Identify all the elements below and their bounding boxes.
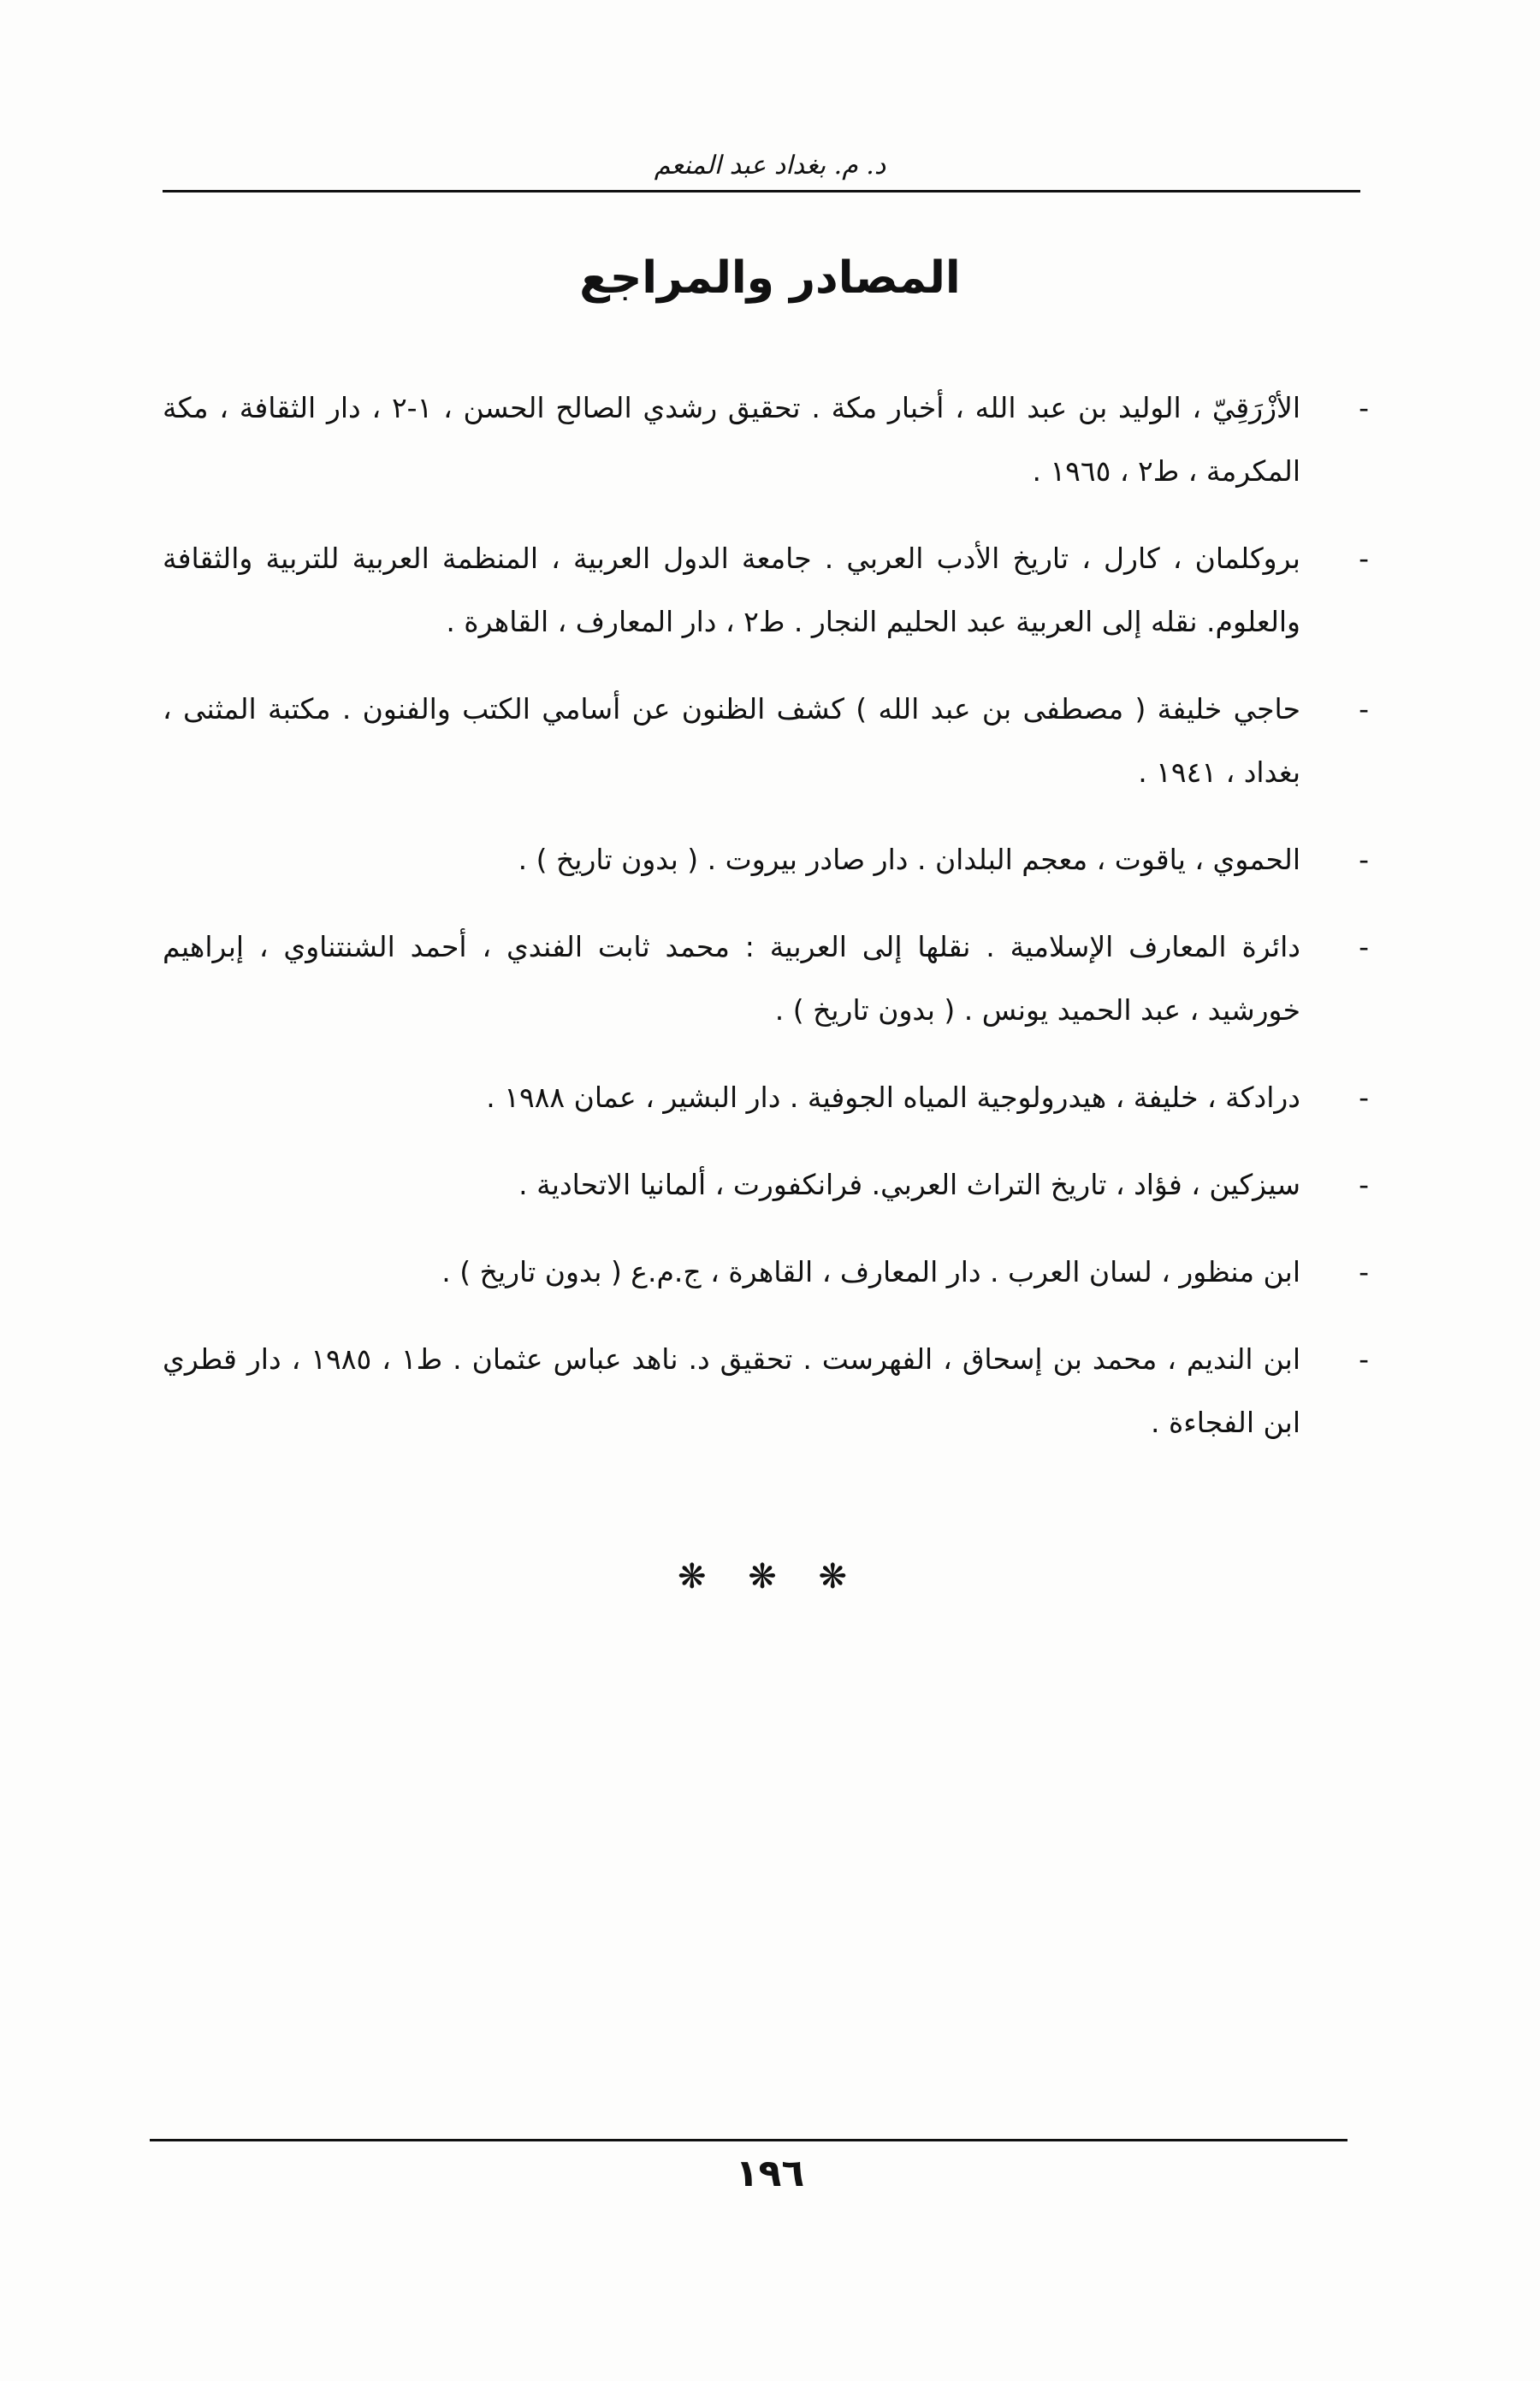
footer-rule (150, 2139, 1348, 2141)
page-title: المصادر والمراجع (579, 252, 961, 304)
reference-item (163, 376, 1369, 503)
page-number: ١٩٦ (735, 2152, 805, 2195)
reference-text: بروكلمان ، كارل ، تاريخ الأدب العربي . جامعة الدول العربية ، المنظمة العربية للتربية والثقافة والعلوم. نقله إلى العربية عبد الحليم النجار . ط٢ ، دار المعارف ، القاهرة . (163, 542, 1300, 638)
reference-text: درادكة ، خليفة ، هيدرولوجية المياه الجوفية . دار البشير ، عمان ١٩٨٨ . (486, 1081, 1300, 1114)
bullet-dash: - (1359, 542, 1369, 575)
reference-text: الحموي ، ياقوت ، معجم البلدان . دار صادر بيروت . ( بدون تاريخ ) . (518, 843, 1300, 876)
section-separator: ❋ ❋ ❋ (678, 1557, 862, 1596)
running-header: د. م. بغداد عبد المنعم (654, 151, 886, 181)
reference-text: دائرة المعارف الإسلامية . نقلها إلى العربية : محمد ثابت الفندي ، أحمد الشنتناوي ، إبراهيم خورشيد ، عبد الحميد يونس . ( بدون تاريخ ) . (163, 930, 1300, 1027)
reference-item (163, 678, 1369, 804)
bullet-dash: - (1359, 930, 1369, 963)
bullet-dash: - (1359, 1342, 1369, 1376)
reference-text: ابن منظور ، لسان العرب . دار المعارف ، القاهرة ، ج.م.ع ( بدون تاريخ ) . (441, 1255, 1300, 1288)
reference-item (163, 1153, 1369, 1217)
reference-item (163, 915, 1369, 1042)
reference-item (163, 527, 1369, 654)
reference-text: حاجي خليفة ( مصطفى بن عبد الله ) كشف الظنون عن أسامي الكتب والفنون . مكتبة المثنى ، بغداد ، ١٩٤١ . (163, 692, 1300, 789)
references-list (163, 376, 1369, 1478)
reference-text: ابن النديم ، محمد بن إسحاق ، الفهرست . تحقيق د. ناهد عباس عثمان . ط١ ، ١٩٨٥ ، دار قطري ابن الفجاءة . (163, 1342, 1301, 1439)
bullet-dash: - (1359, 391, 1369, 424)
reference-item (163, 828, 1369, 891)
bullet-dash: - (1359, 1255, 1369, 1288)
reference-item (163, 1328, 1369, 1454)
bullet-dash: - (1359, 1168, 1369, 1201)
reference-item (163, 1241, 1369, 1304)
bullet-dash: - (1359, 692, 1369, 726)
reference-text: سيزكين ، فؤاد ، تاريخ التراث العربي. فرانكفورت ، ألمانيا الاتحادية . (518, 1168, 1300, 1201)
reference-text: الأزْرَقِيّ ، الوليد بن عبد الله ، أخبار مكة . تحقيق رشدي الصالح الحسن ، ١-٢ ، دار الثقافة ، مكة المكرمة ، ط٢ ، ١٩٦٥ . (163, 391, 1300, 488)
bullet-dash: - (1359, 1081, 1369, 1114)
reference-item (163, 1066, 1369, 1129)
header-rule (163, 190, 1360, 192)
bullet-dash: - (1359, 843, 1369, 876)
